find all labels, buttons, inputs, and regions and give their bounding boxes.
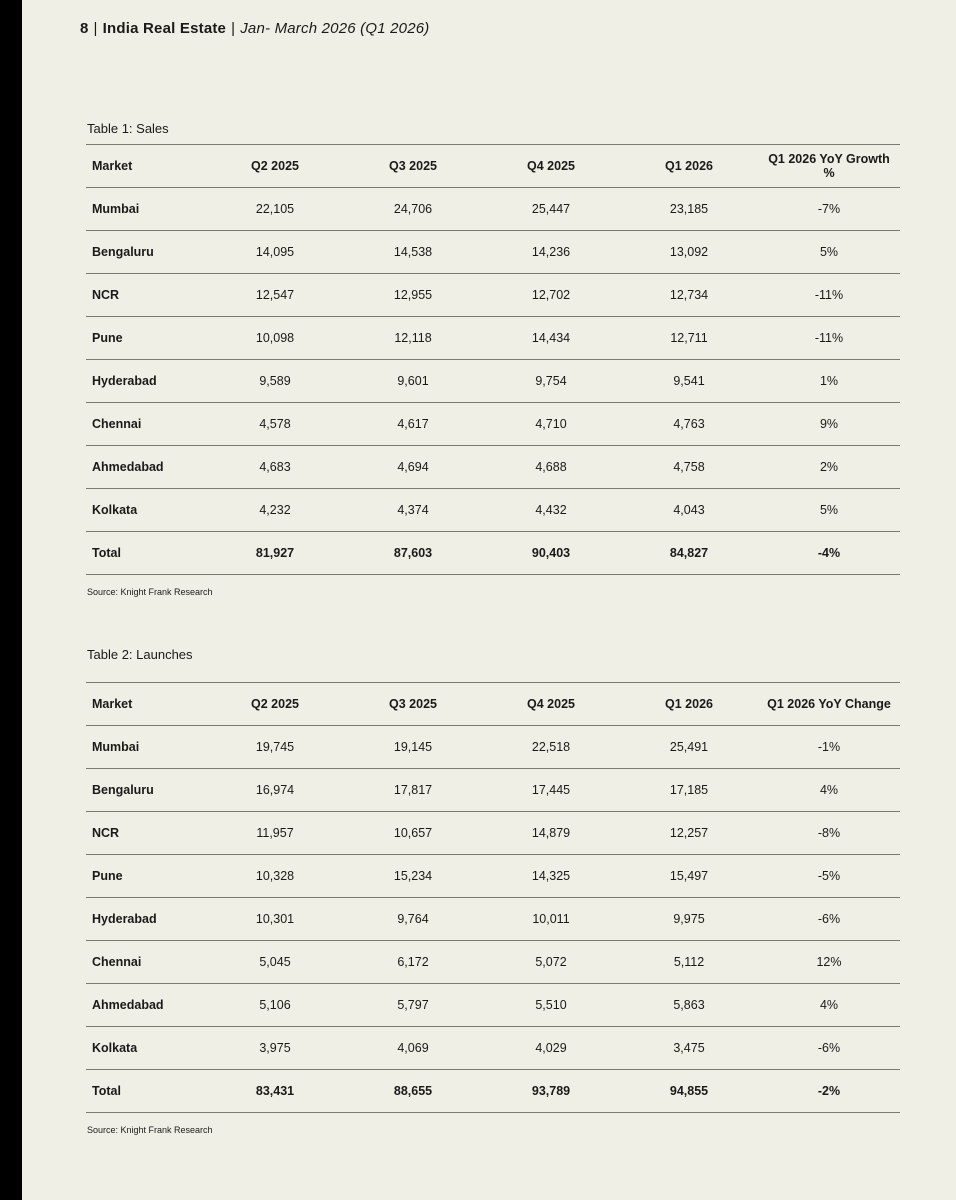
- table-row: [86, 231, 900, 274]
- column-header: Market: [86, 145, 206, 188]
- header-separator: |: [93, 20, 98, 37]
- sales-table-caption: Table 1: Sales: [87, 121, 169, 136]
- column-header: Market: [86, 683, 206, 726]
- value-cell: 14,434: [482, 317, 620, 360]
- value-cell: 10,301: [206, 898, 344, 941]
- table-row: [86, 274, 900, 317]
- value-cell: 9,589: [206, 360, 344, 403]
- value-cell: 4%: [758, 984, 900, 1027]
- value-cell: 4,688: [482, 446, 620, 489]
- value-cell: 83,431: [206, 1070, 344, 1113]
- page-number: 8: [80, 20, 89, 37]
- table-header-row: [86, 145, 900, 188]
- table-row: [86, 855, 900, 898]
- table-row: [86, 489, 900, 532]
- value-cell: 17,445: [482, 769, 620, 812]
- value-cell: 12,734: [620, 274, 758, 317]
- value-cell: 19,745: [206, 726, 344, 769]
- launches-source-note: Source: Knight Frank Research: [87, 1125, 213, 1135]
- value-cell: 4,578: [206, 403, 344, 446]
- value-cell: -5%: [758, 855, 900, 898]
- value-cell: 5,863: [620, 984, 758, 1027]
- table-row: [86, 726, 900, 769]
- value-cell: -7%: [758, 188, 900, 231]
- value-cell: -11%: [758, 317, 900, 360]
- total-row: [86, 1070, 900, 1113]
- column-header: Q3 2025: [344, 683, 482, 726]
- value-cell: 12,257: [620, 812, 758, 855]
- value-cell: 94,855: [620, 1070, 758, 1113]
- value-cell: 90,403: [482, 532, 620, 575]
- market-cell: Chennai: [86, 941, 206, 984]
- column-header: Q1 2026: [620, 683, 758, 726]
- value-cell: 16,974: [206, 769, 344, 812]
- column-header: Q1 2026: [620, 145, 758, 188]
- value-cell: -11%: [758, 274, 900, 317]
- value-cell: 1%: [758, 360, 900, 403]
- value-cell: 12,955: [344, 274, 482, 317]
- value-cell: 4,683: [206, 446, 344, 489]
- table-row: [86, 360, 900, 403]
- value-cell: 2%: [758, 446, 900, 489]
- value-cell: 4,374: [344, 489, 482, 532]
- market-cell: Hyderabad: [86, 898, 206, 941]
- market-cell: Kolkata: [86, 1027, 206, 1070]
- report-title: India Real Estate: [102, 20, 227, 37]
- value-cell: 4,069: [344, 1027, 482, 1070]
- market-cell: Pune: [86, 317, 206, 360]
- market-cell: Bengaluru: [86, 769, 206, 812]
- table-header-row: [86, 683, 900, 726]
- value-cell: 9%: [758, 403, 900, 446]
- table-row: [86, 941, 900, 984]
- launches-table-block: [86, 647, 900, 1135]
- value-cell: 5,045: [206, 941, 344, 984]
- market-cell: Mumbai: [86, 726, 206, 769]
- value-cell: 22,518: [482, 726, 620, 769]
- value-cell: 5%: [758, 231, 900, 274]
- table-row: [86, 188, 900, 231]
- value-cell: 14,325: [482, 855, 620, 898]
- value-cell: 17,185: [620, 769, 758, 812]
- value-cell: 5,072: [482, 941, 620, 984]
- value-cell: 5,797: [344, 984, 482, 1027]
- value-cell: 23,185: [620, 188, 758, 231]
- value-cell: 4,694: [344, 446, 482, 489]
- value-cell: 13,092: [620, 231, 758, 274]
- value-cell: 24,706: [344, 188, 482, 231]
- value-cell: 9,601: [344, 360, 482, 403]
- value-cell: 15,497: [620, 855, 758, 898]
- table-row: [86, 984, 900, 1027]
- value-cell: -1%: [758, 726, 900, 769]
- value-cell: 84,827: [620, 532, 758, 575]
- market-cell: Ahmedabad: [86, 984, 206, 1027]
- value-cell: 93,789: [482, 1070, 620, 1113]
- value-cell: 4,043: [620, 489, 758, 532]
- value-cell: 9,975: [620, 898, 758, 941]
- value-cell: 81,927: [206, 532, 344, 575]
- value-cell: 4,029: [482, 1027, 620, 1070]
- table-row: [86, 317, 900, 360]
- column-header: Q4 2025: [482, 683, 620, 726]
- market-cell: Mumbai: [86, 188, 206, 231]
- market-cell: Hyderabad: [86, 360, 206, 403]
- value-cell: 12,711: [620, 317, 758, 360]
- market-cell: NCR: [86, 274, 206, 317]
- value-cell: 4,763: [620, 403, 758, 446]
- value-cell: 9,541: [620, 360, 758, 403]
- value-cell: 4,758: [620, 446, 758, 489]
- value-cell: 4,710: [482, 403, 620, 446]
- launches-table-caption: Table 2: Launches: [87, 647, 193, 662]
- value-cell: 10,328: [206, 855, 344, 898]
- value-cell: 4,617: [344, 403, 482, 446]
- value-cell: 9,764: [344, 898, 482, 941]
- value-cell: 25,491: [620, 726, 758, 769]
- column-header: Q4 2025: [482, 145, 620, 188]
- value-cell: 10,657: [344, 812, 482, 855]
- value-cell: 14,236: [482, 231, 620, 274]
- column-header: Q2 2025: [206, 683, 344, 726]
- value-cell: 88,655: [344, 1070, 482, 1113]
- value-cell: 17,817: [344, 769, 482, 812]
- value-cell: 87,603: [344, 532, 482, 575]
- market-cell: Ahmedabad: [86, 446, 206, 489]
- value-cell: -2%: [758, 1070, 900, 1113]
- value-cell: 14,879: [482, 812, 620, 855]
- value-cell: 6,172: [344, 941, 482, 984]
- column-header: Q3 2025: [344, 145, 482, 188]
- value-cell: -6%: [758, 1027, 900, 1070]
- value-cell: 5,112: [620, 941, 758, 984]
- market-cell: Total: [86, 532, 206, 575]
- table-row: [86, 898, 900, 941]
- value-cell: 12,702: [482, 274, 620, 317]
- value-cell: -4%: [758, 532, 900, 575]
- value-cell: 3,475: [620, 1027, 758, 1070]
- table-row: [86, 812, 900, 855]
- table-row: [86, 1027, 900, 1070]
- page-header: [80, 20, 429, 37]
- value-cell: -8%: [758, 812, 900, 855]
- value-cell: 19,145: [344, 726, 482, 769]
- value-cell: 5,510: [482, 984, 620, 1027]
- value-cell: 9,754: [482, 360, 620, 403]
- value-cell: 14,095: [206, 231, 344, 274]
- launches-table: [86, 682, 900, 1113]
- value-cell: 4,432: [482, 489, 620, 532]
- value-cell: 5%: [758, 489, 900, 532]
- market-cell: Total: [86, 1070, 206, 1113]
- sales-table: [86, 144, 900, 575]
- market-cell: NCR: [86, 812, 206, 855]
- market-cell: Pune: [86, 855, 206, 898]
- value-cell: 11,957: [206, 812, 344, 855]
- sales-table-block: [86, 121, 900, 597]
- value-cell: 12,118: [344, 317, 482, 360]
- report-period: Jan- March 2026 (Q1 2026): [240, 20, 430, 37]
- value-cell: 25,447: [482, 188, 620, 231]
- market-cell: Chennai: [86, 403, 206, 446]
- value-cell: 5,106: [206, 984, 344, 1027]
- value-cell: 12,547: [206, 274, 344, 317]
- total-row: [86, 532, 900, 575]
- value-cell: 12%: [758, 941, 900, 984]
- header-separator-2: |: [231, 20, 236, 37]
- table-row: [86, 446, 900, 489]
- column-header: Q1 2026 YoY Growth %: [758, 145, 900, 188]
- sales-source-note: Source: Knight Frank Research: [87, 587, 213, 597]
- value-cell: -6%: [758, 898, 900, 941]
- value-cell: 10,011: [482, 898, 620, 941]
- market-cell: Kolkata: [86, 489, 206, 532]
- value-cell: 22,105: [206, 188, 344, 231]
- value-cell: 3,975: [206, 1027, 344, 1070]
- value-cell: 4,232: [206, 489, 344, 532]
- market-cell: Bengaluru: [86, 231, 206, 274]
- column-header: Q2 2025: [206, 145, 344, 188]
- table-row: [86, 403, 900, 446]
- value-cell: 14,538: [344, 231, 482, 274]
- value-cell: 15,234: [344, 855, 482, 898]
- left-edge-bar: [0, 0, 22, 1200]
- value-cell: 10,098: [206, 317, 344, 360]
- value-cell: 4%: [758, 769, 900, 812]
- table-row: [86, 769, 900, 812]
- column-header: Q1 2026 YoY Change: [758, 683, 900, 726]
